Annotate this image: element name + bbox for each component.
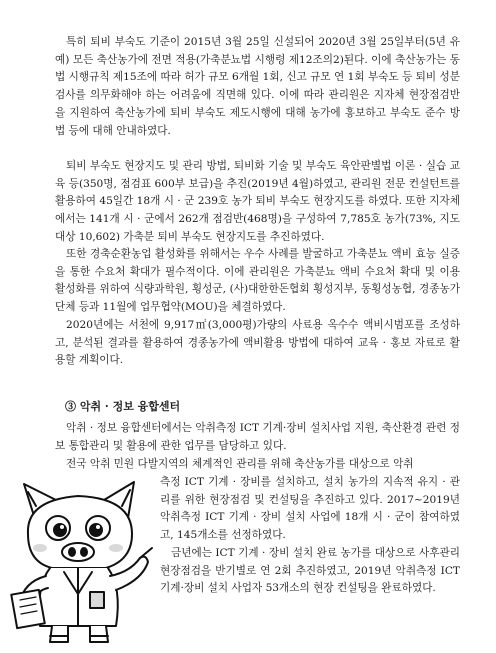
- paragraph-2020-plan: 2020년에는 서천에 9,917㎡(3,000평)가량의 사료용 옥수수 액비시범포를 조성하고, 분석된 결과를 활용하여 경종농가에 액비활용 방법에 대하여 교육 · 홍보 자료로 활용할 계획이다.: [55, 319, 460, 367]
- paragraph-odor-management-cont: 측정 ICT 기계 · 장비를 설치하고, 설치 농가의 지속적 유지 · 관리를 위한 현장점검 및 컨설팅을 추진하고 있다. 2017~2019년 악취측정 ICT 기계 · 장비 설치 사업에 18개 시 · 군이 참여하였고, 145개소를 선정하였다.: [160, 476, 460, 542]
- paragraph-follow-up: 금년에는 ICT 기계 · 장비 설치 완료 농가를 대상으로 사후관리 현장점검을 반기별로 연 2회 추진하였고, 2019년 악취측정 ICT 기계·장비 설치 사업자 53개소의 현장 컨설팅을 완료하였다.: [160, 547, 460, 595]
- paragraph-center-intro: 악취 · 정보 융합센터에서는 악취측정 ICT 기계·장비 설치사업 지원, 축산환경 관련 정보 통합관리 및 활용에 관한 업무를 담당하고 있다.: [55, 422, 460, 452]
- paragraph-circular-agriculture: 또한 경축순환농업 활성화를 위해서는 우수 사례를 발굴하고 가축분뇨 액비 효능 실증을 통한 수요처 확대가 필수적이다. 이에 관리원은 가축분뇨 액비 수요처 확대 및 이용 활성화를 위하여 식량과학원, 횡성군, (사)대한한돈협회 횡성지부, 동횡성농협, 경종농가 단체 등과 11월에 업무협약(MOU)을 체결하였다.: [55, 248, 460, 314]
- paragraph-odor-management: 전국 악취 민원 다발지역의 체계적인 관리를 위해 축산농가를 대상으로 악취: [66, 458, 414, 470]
- pig-mascot-illustration: [6, 476, 162, 648]
- section-heading: ③ 악취 · 정보 융합센터: [65, 400, 181, 413]
- paragraph-compost-standard: 특히 퇴비 부숙도 기준이 2015년 3월 25일 신설되어 2020년 3월 25일부터(5년 유예) 모든 축산농가에 전면 적용(가축분뇨법 시행령 제12조의2)된다. 이에 축산농가는 동법 시행규칙 제15조에 따라 허가 규모 6개월 1회, 신고 규모 연 1회 부숙도 등 퇴비 성분검사를 의무화해야 하는 어려움에 직면해 있다. 이에 따라 관리원은 지자체 현장점검반을 지원하여 축산농가에 퇴비 부숙도 제도시행에 대해 농가에 홍보하고 부숙도 준수 방법 등에 대해 안내하였다.: [55, 36, 460, 137]
- paragraph-field-guidance: 퇴비 부숙도 현장지도 및 관리 방법, 퇴비화 기술 및 부숙도 육안판별법 이론 · 실습 교육 등(350명, 점검표 600부 보급)을 추진(2019년 4월)하였고, 관리원 전문 컨설턴트를 활용하여 45일간 18개 시 · 군 239호 농가 퇴비 부숙도 현장지도를 하였다. 또한 지자체에서는 141개 시 · 군에서 262개 점검반(468명)을 구성하여 7,785호 농가(73%, 지도 대상 10,602) 가축분 퇴비 부숙도 현장지도를 추진하였다.: [55, 160, 460, 243]
